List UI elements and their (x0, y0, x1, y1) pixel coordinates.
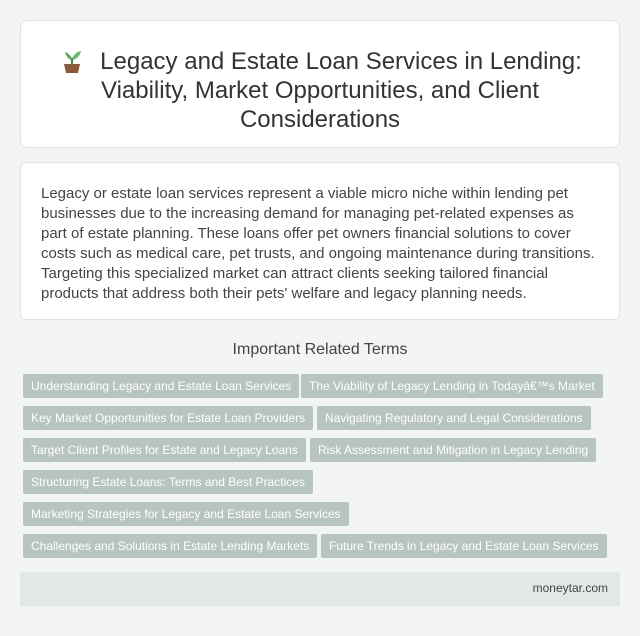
related-terms-heading: Important Related Terms (232, 341, 408, 358)
title-card (20, 20, 620, 148)
intro-paragraph: Legacy or estate loan services represent a viable micro niche within lending pet businesses due to the increasing demand for managing pet-related expenses as part of estate planning. These loans offer pet owners financial solutions to cover costs such as medical care, pet trusts, and ongoing maintenance during transitions. Targeting this specialized market can attract clients seeking tailored financial products that address both their pets' welfare and legacy planning needs. (41, 185, 595, 302)
footer-site[interactable]: moneytar.com (532, 581, 608, 595)
term-tag[interactable]: Understanding Legacy and Estate Loan Services (23, 374, 299, 398)
term-tag[interactable]: Navigating Regulatory and Legal Considerations (317, 406, 591, 430)
term-tag[interactable]: Risk Assessment and Mitigation in Legacy Lending (310, 438, 596, 462)
page-title-text: Legacy and Estate Loan Services in Lending: Viability, Market Opportunities, and Client Considerations (100, 48, 582, 133)
term-tag[interactable]: Key Market Opportunities for Estate Loan Providers (23, 406, 313, 430)
term-tag[interactable]: Marketing Strategies for Legacy and Estate Loan Services (23, 502, 349, 526)
term-tag[interactable]: Future Trends in Legacy and Estate Loan Services (321, 534, 607, 558)
term-tag[interactable]: Target Client Profiles for Estate and Legacy Loans (23, 438, 306, 462)
intro-card (20, 162, 620, 320)
page-title (21, 47, 619, 134)
term-tag[interactable]: Challenges and Solutions in Estate Lending Markets (23, 534, 317, 558)
sprout-icon (58, 47, 86, 73)
term-tag[interactable]: Structuring Estate Loans: Terms and Best Practices (23, 470, 313, 494)
footer-bar (20, 572, 620, 606)
term-tag[interactable]: The Viability of Legacy Lending in Todayâ€™s Market (301, 374, 603, 398)
